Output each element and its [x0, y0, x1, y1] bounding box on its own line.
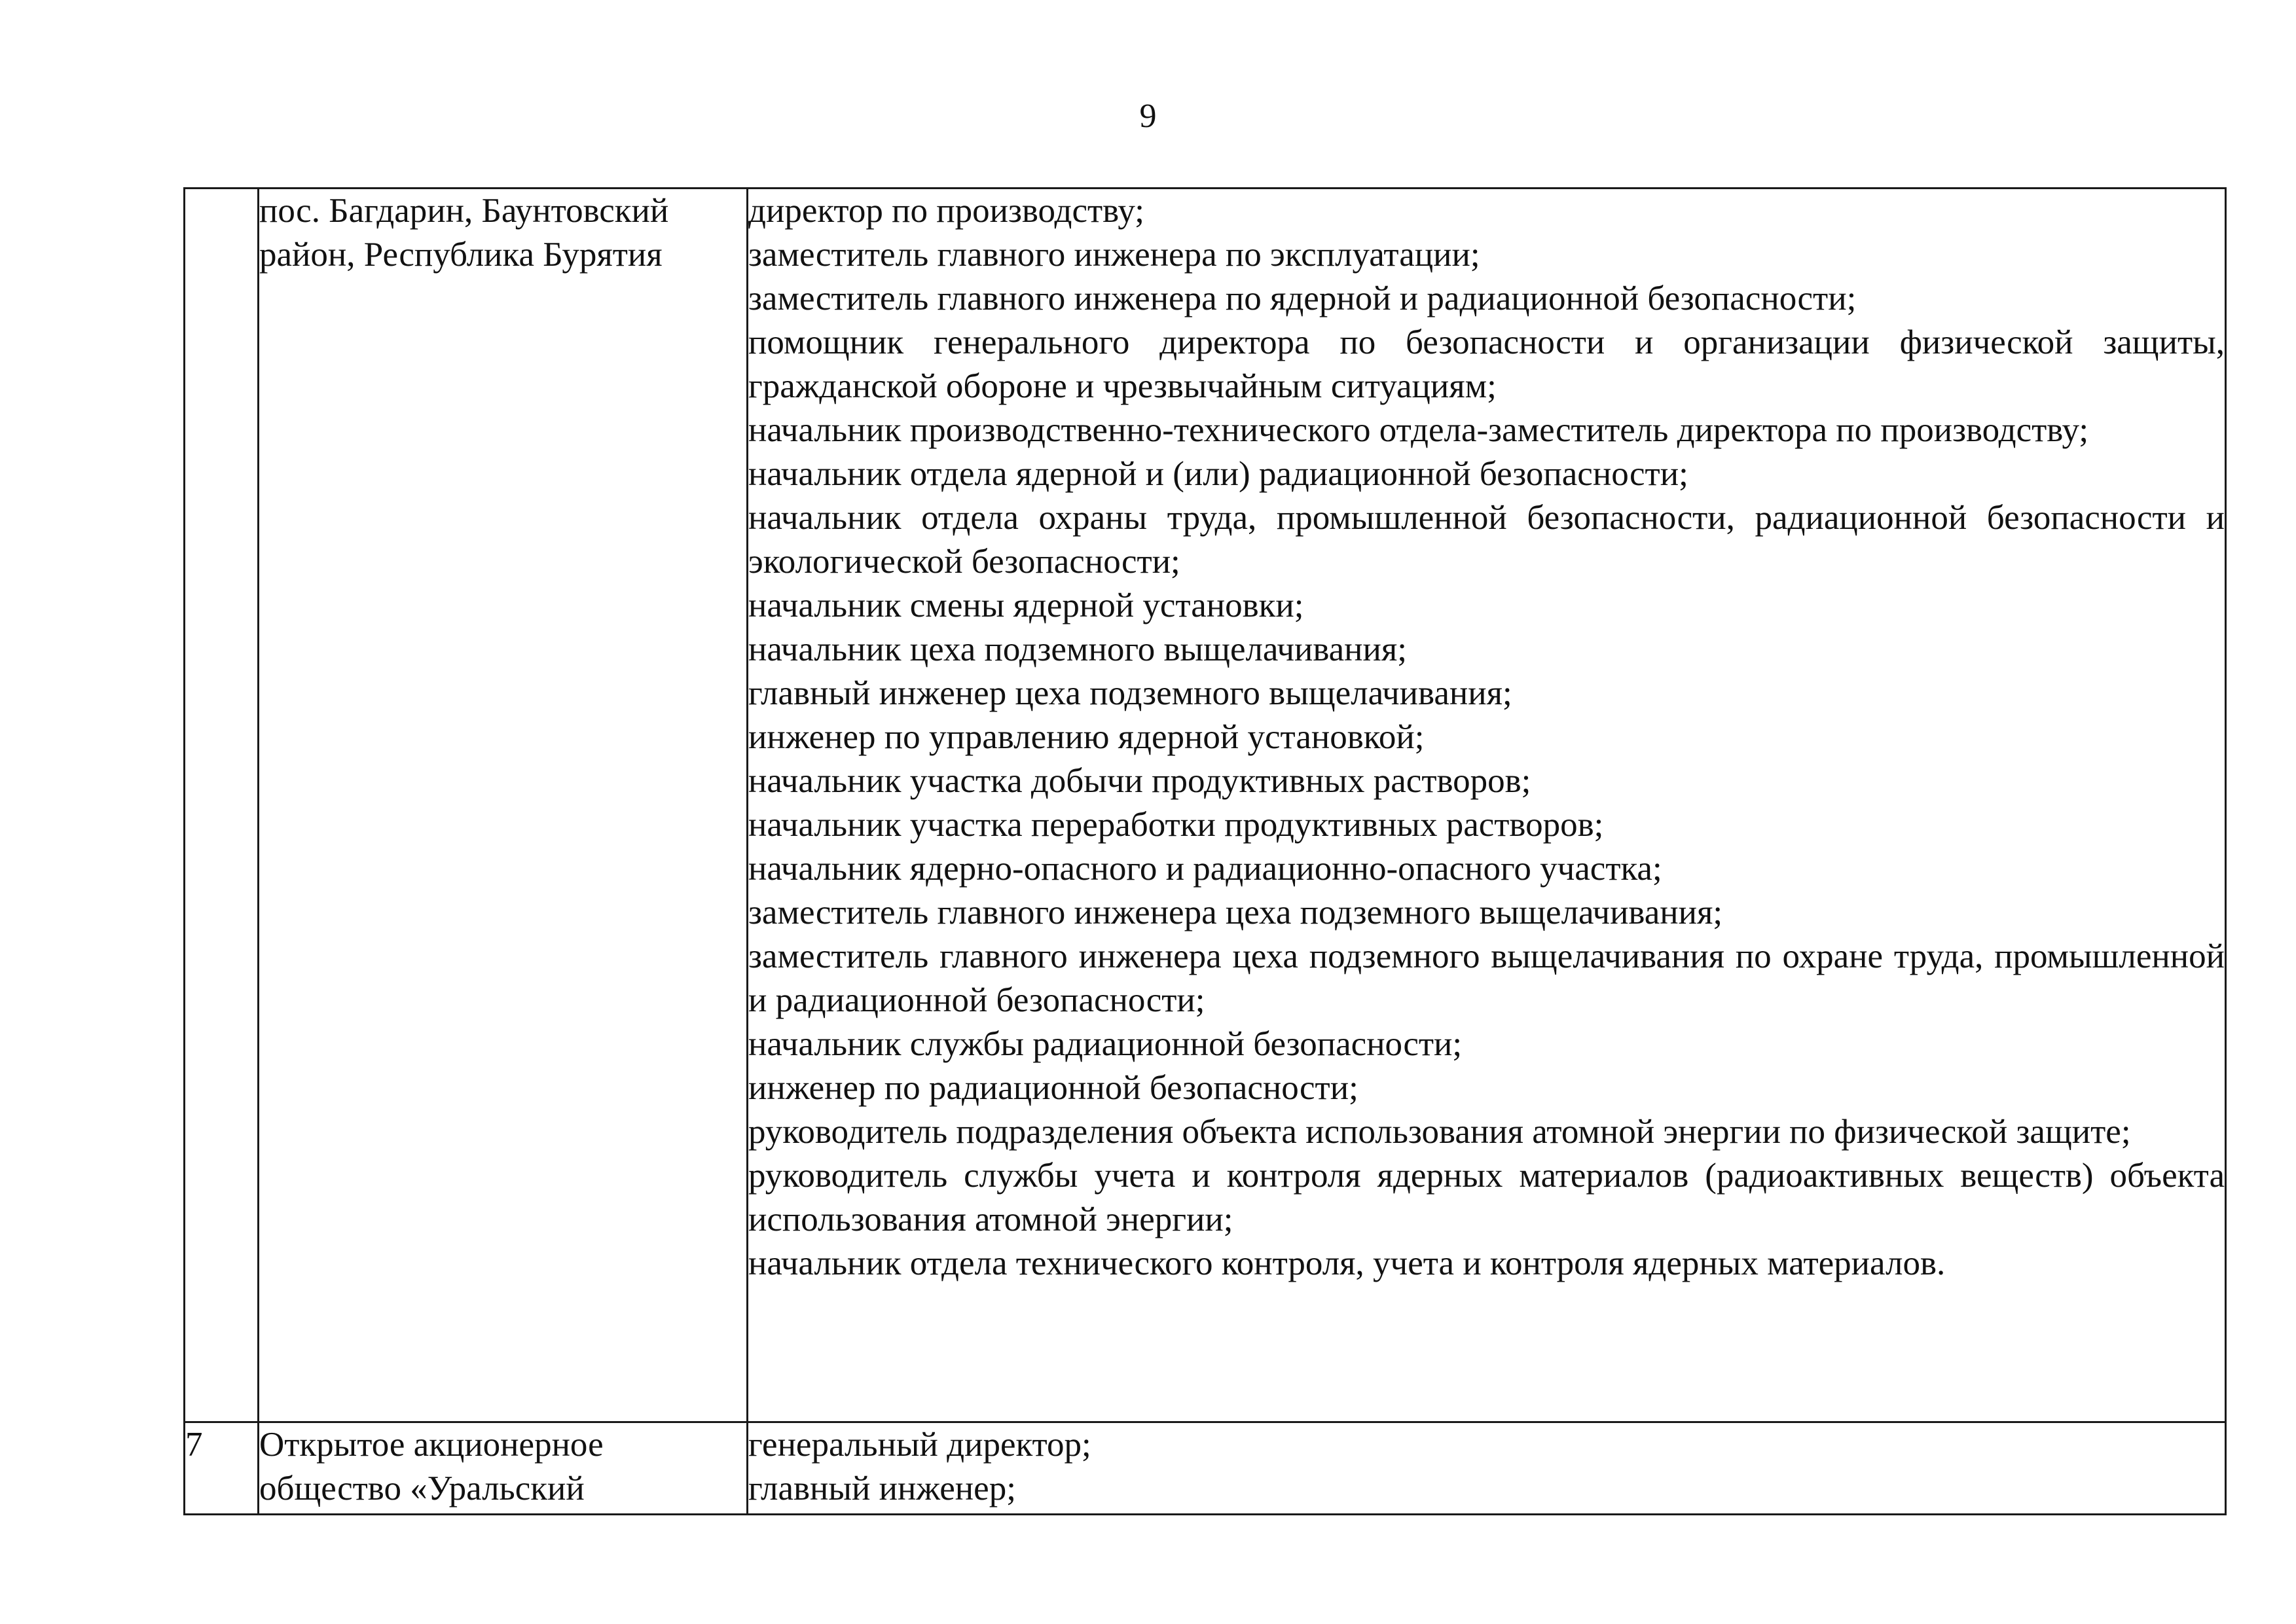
- position-item: руководитель подразделения объекта использования атомной энергии по физической защите;: [748, 1113, 2131, 1151]
- organization-cell: Открытое акционерное общество «Уральский: [259, 1422, 748, 1515]
- organization-cell: пос. Багдарин, Баунтовский район, Республика Бурятия: [259, 189, 748, 1422]
- page-number: 9: [1139, 98, 1157, 135]
- position-item: начальник отдела технического контроля, учета и контроля ядерных материалов.: [748, 1244, 1946, 1282]
- position-item: заместитель главного инженера цеха подземного выщелачивания по охране труда, промышленной и радиационной безопасности;: [748, 937, 2225, 1019]
- row-number-cell: 7: [185, 1422, 259, 1515]
- position-item: главный инженер цеха подземного выщелачивания;: [748, 674, 1512, 712]
- row-number-cell: [185, 189, 259, 1422]
- position-item: начальник отдела охраны труда, промышленной безопасности, радиационной безопасности и экологической безопасности;: [748, 499, 2225, 581]
- position-item: начальник цеха подземного выщелачивания;: [748, 630, 1408, 668]
- position-item: заместитель главного инженера по ядерной и радиационной безопасности;: [748, 280, 1857, 317]
- position-item: начальник участка добычи продуктивных растворов;: [748, 762, 1531, 800]
- table-row: [185, 189, 2226, 1422]
- table-row: [185, 1422, 2226, 1515]
- position-item: начальник отдела ядерной и (или) радиационной безопасности;: [748, 455, 1688, 493]
- position-item: начальник смены ядерной установки;: [748, 586, 1304, 624]
- position-item: начальник участка переработки продуктивных растворов;: [748, 806, 1604, 844]
- position-item: инженер по управлению ядерной установкой;: [748, 718, 1425, 756]
- position-item: руководитель службы учета и контроля ядерных материалов (радиоактивных веществ) объекта использования атомной энергии;: [748, 1157, 2225, 1238]
- positions-cell: [748, 1422, 2226, 1515]
- position-item: генеральный директор;: [748, 1426, 1091, 1464]
- position-item: инженер по радиационной безопасности;: [748, 1069, 1358, 1107]
- position-item: начальник ядерно-опасного и радиационно-опасного участка;: [748, 850, 1662, 888]
- position-item: главный инженер;: [748, 1470, 1016, 1507]
- position-item: заместитель главного инженера по эксплуатации;: [748, 236, 1480, 274]
- position-item: начальник производственно-технического отдела-заместитель директора по производству;: [748, 411, 2089, 449]
- position-item: начальник службы радиационной безопасности;: [748, 1025, 1463, 1063]
- positions-cell: [748, 189, 2226, 1422]
- positions-table: [183, 187, 2227, 1515]
- position-item: директор по производству;: [748, 192, 1144, 230]
- position-item: заместитель главного инженера цеха подземного выщелачивания;: [748, 893, 1723, 931]
- position-item: помощник генерального директора по безопасности и организации физической защиты, гражданской обороне и чрезвычайным ситуациям;: [748, 323, 2225, 405]
